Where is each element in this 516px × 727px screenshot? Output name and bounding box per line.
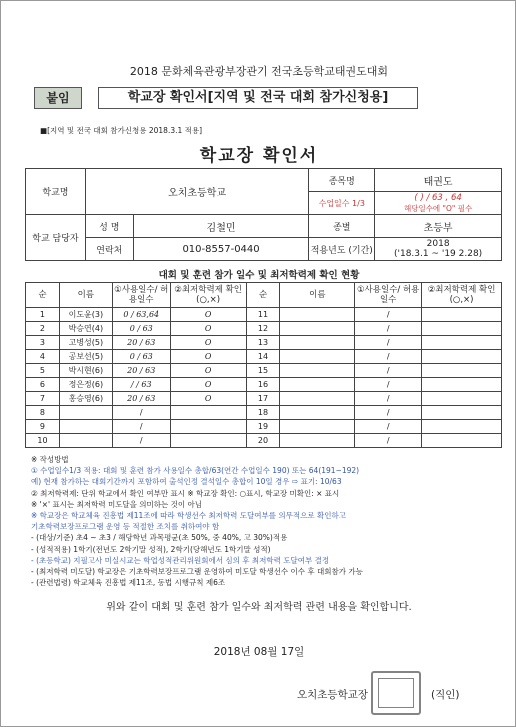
- row-no: 9: [26, 420, 60, 434]
- row-days: /: [355, 434, 422, 448]
- table-row: [26, 378, 502, 392]
- row-name: 박승연(4): [59, 322, 112, 336]
- row-check: [422, 364, 502, 378]
- attendance-table: [25, 282, 502, 448]
- info-table: [25, 168, 502, 261]
- note-line: - (초등학교) 지필고사 미실시교는 학업성적관리위원회에서 심의 후 최저학력 도달여부 결정: [31, 555, 330, 565]
- manager-label: 학교 담당자: [26, 215, 86, 261]
- row-no: 17: [246, 392, 280, 406]
- note-line: ※ 학교장은 학교체육 진흥법 제11조에 따라 학생선수 최저학력 도달여부를 의무적으로 확인하고: [31, 511, 346, 521]
- row-check: O: [170, 350, 246, 364]
- row-no: 13: [246, 336, 280, 350]
- sport-label: 종목명: [309, 169, 375, 192]
- row-check: [422, 434, 502, 448]
- row-name: [280, 434, 355, 448]
- col-days-2: ①사용일수/ 허용일수: [355, 283, 422, 308]
- table-row: [26, 434, 502, 448]
- row-days: 0 / 63: [112, 350, 170, 364]
- col-name: 이름: [59, 283, 112, 308]
- row-name: 박시현(6): [59, 364, 112, 378]
- col-academic-2: ②최저학력제 확인(○,×): [422, 283, 502, 308]
- table-row: [26, 350, 502, 364]
- row-no: 2: [26, 322, 60, 336]
- table-row: [26, 392, 502, 406]
- school-label: 학교명: [26, 169, 86, 215]
- row-check: [422, 308, 502, 322]
- note-line: - (대상/기준) 초4 ~ 초3 / 해당학년 과목평균(초 50%, 중 40%, 고 30%)적용: [31, 533, 288, 543]
- days-label: 수업일수 1/3: [309, 192, 375, 215]
- row-check: O: [170, 322, 246, 336]
- row-days: 20 / 63: [112, 336, 170, 350]
- row-no: 1: [26, 308, 60, 322]
- row-days: 0 / 63: [112, 322, 170, 336]
- row-name: [280, 308, 355, 322]
- division-label: 종별: [309, 215, 375, 238]
- note-line: - (성적적용) 1학기(전년도 2학기말 성적), 2학기(당해년도 1학기말 성적): [31, 544, 271, 554]
- row-name: 정은정(6): [59, 378, 112, 392]
- row-check: [422, 322, 502, 336]
- row-name: [280, 406, 355, 420]
- row-check: O: [170, 378, 246, 392]
- table-row: [26, 420, 502, 434]
- row-check: O: [170, 392, 246, 406]
- row-no: 3: [26, 336, 60, 350]
- col-name-2: 이름: [280, 283, 355, 308]
- note-line: - (최저학력 미도달) 학교장은 기초학력보장프로그램 운영하여 미도달 학생선수 이수 후 대회참가 가능: [31, 567, 363, 577]
- note-line: 기초학력보장프로그램 운영 등 적절한 조치를 취하여야 함: [31, 522, 220, 532]
- document-title: 학교장 확인서: [199, 146, 319, 166]
- confirm-statement: 위와 같이 대회 및 훈련 참가 일수와 최저학력 관련 내용을 확인합니다.: [106, 602, 412, 613]
- row-name: 홍승영(6): [59, 392, 112, 406]
- row-days: 20 / 63: [112, 364, 170, 378]
- row-no: 14: [246, 350, 280, 364]
- row-check: [170, 420, 246, 434]
- school-name: 오치초등학교: [85, 169, 308, 215]
- col-no-2: 순: [246, 283, 280, 308]
- year-label: 적용년도 (기간): [309, 238, 375, 261]
- row-check: [422, 420, 502, 434]
- row-days: /: [355, 308, 422, 322]
- table-row: [26, 364, 502, 378]
- row-name: 공보선(5): [59, 350, 112, 364]
- row-name: [280, 350, 355, 364]
- official-seal-icon: [371, 671, 421, 715]
- row-days: 0 / 63,64: [112, 308, 170, 322]
- row-check: [422, 350, 502, 364]
- row-check: [422, 392, 502, 406]
- row-check: [170, 406, 246, 420]
- instructions: [31, 454, 501, 588]
- note-line: ※ '×' 표시는 최저학력 미도달을 의미하는 것이 아님: [31, 499, 203, 509]
- row-no: 4: [26, 350, 60, 364]
- attachment-tag: 붙임: [34, 87, 82, 109]
- row-check: O: [170, 364, 246, 378]
- row-days: /: [355, 322, 422, 336]
- note-line: ① 수업일수1/3 적용: 대회 및 훈련 참가 사용일수 총합/63(연간 수업일수 190) 또는 64(191~192): [31, 466, 360, 476]
- row-days: /: [355, 378, 422, 392]
- row-days: /: [355, 406, 422, 420]
- row-name: 이도윤(3): [59, 308, 112, 322]
- row-no: 19: [246, 420, 280, 434]
- note-line: 예) 현재 참가하는 대회기간까지 포함하여 출석인정 결석일수 총합이 10일 경우 ⇨ 표기: 10/63: [31, 477, 342, 487]
- row-name: [280, 420, 355, 434]
- row-name: [280, 364, 355, 378]
- row-name: [280, 392, 355, 406]
- row-name: [59, 406, 112, 420]
- row-no: 10: [26, 434, 60, 448]
- row-no: 15: [246, 364, 280, 378]
- row-no: 11: [246, 308, 280, 322]
- section-title: 대회 및 훈련 참가 일수 및 최저학력제 확인 현황: [158, 270, 360, 281]
- signer-school: 오치초등학교장: [297, 689, 369, 701]
- row-name: [280, 322, 355, 336]
- row-check: O: [170, 336, 246, 350]
- note-line: ② 최저학력제: 단위 학교에서 확인 여부만 표시 ※ 학교장 확인: ○표시, 학교장 미확인: × 표시: [31, 488, 340, 498]
- row-name: [59, 434, 112, 448]
- row-check: [422, 406, 502, 420]
- row-name: [59, 420, 112, 434]
- row-name: 고병성(5): [59, 336, 112, 350]
- row-no: 6: [26, 378, 60, 392]
- competition-header: 2018 문화체육관광부장관기 전국초등학교태권도대회: [129, 65, 389, 78]
- row-check: [170, 434, 246, 448]
- seal-label: (직인): [431, 689, 460, 701]
- col-no: 순: [26, 283, 60, 308]
- row-no: 12: [246, 322, 280, 336]
- row-name: [280, 378, 355, 392]
- row-no: 7: [26, 392, 60, 406]
- row-days: /: [355, 364, 422, 378]
- contact-value: 010-8557-0440: [133, 238, 309, 261]
- row-check: [422, 378, 502, 392]
- row-name: [280, 336, 355, 350]
- form-note: ■[지역 및 전국 대회 참가신청용 2018.3.1 적용]: [40, 126, 203, 135]
- note-line: - (관련법령) 학교체육 진흥법 제11조, 동법 시행규칙 제6조: [31, 578, 226, 588]
- name-value: 김철민: [133, 215, 309, 238]
- table-row: [26, 406, 502, 420]
- note-line: ※ 작성방법: [31, 455, 69, 464]
- row-days: /: [355, 336, 422, 350]
- table-row: [26, 336, 502, 350]
- division-value: 초등부: [375, 215, 502, 238]
- row-days: 20 / 63: [112, 392, 170, 406]
- row-no: 18: [246, 406, 280, 420]
- sport-value: 태권도: [375, 169, 502, 192]
- row-days: /: [112, 434, 170, 448]
- row-days: /: [355, 392, 422, 406]
- row-no: 8: [26, 406, 60, 420]
- days-value: ( ) / 63 , 64 해당일수에 "O" 필수: [375, 192, 502, 215]
- year-value: 2018 ('18.3.1 ~ '19 2.28): [375, 238, 502, 261]
- row-no: 5: [26, 364, 60, 378]
- row-days: / / 63: [112, 378, 170, 392]
- row-no: 20: [246, 434, 280, 448]
- row-check: [422, 336, 502, 350]
- col-days: ①사용일수/ 허용일수: [112, 283, 170, 308]
- row-days: /: [355, 350, 422, 364]
- name-label: 성 명: [85, 215, 133, 238]
- table-row: [26, 322, 502, 336]
- contact-label: 연락처: [85, 238, 133, 261]
- sign-date: 2018년 08월 17일: [213, 646, 305, 658]
- row-days: /: [112, 420, 170, 434]
- row-days: /: [355, 420, 422, 434]
- title-box: 학교장 확인서[지역 및 전국 대회 참가신청용]: [98, 87, 418, 109]
- table-row: [26, 308, 502, 322]
- col-academic: ②최저학력제 확인(○,×): [170, 283, 246, 308]
- row-days: /: [112, 406, 170, 420]
- row-no: 16: [246, 378, 280, 392]
- row-check: O: [170, 308, 246, 322]
